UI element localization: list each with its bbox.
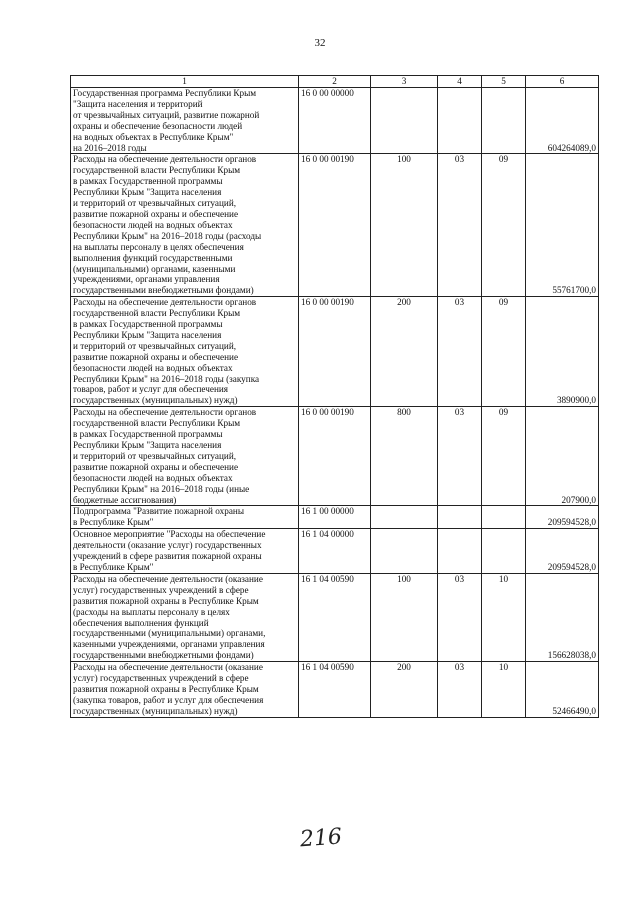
table-row [71, 506, 599, 529]
column-header: 1 [71, 76, 299, 88]
row-name-cell: Подпрограмма "Развитие пожарной охраны в Республике Крым" [71, 506, 299, 529]
subsection-cell: 09 [482, 154, 526, 297]
section-cell: 03 [438, 662, 482, 718]
amount-cell: 3890900,0 [526, 297, 599, 407]
column-header: 3 [371, 76, 438, 88]
expense-kind-cell: 100 [371, 154, 438, 297]
row-name-cell: Расходы на обеспечение деятельности (оказание услуг) государственных учреждений в сфере развития пожарной охраны в Республике Крым (закупка товаров, работ и услуг для обеспечения государственных (муниципальных) нужд) [71, 662, 299, 718]
target-code-cell: 16 0 00 00190 [299, 297, 371, 407]
table-header-row [71, 76, 599, 88]
column-header: 4 [438, 76, 482, 88]
row-name-cell: Основное мероприятие "Расходы на обеспечение деятельности (оказание услуг) государственных учреждений в сфере развития пожарной охраны в Республике Крым" [71, 529, 299, 574]
expense-kind-cell [371, 506, 438, 529]
table-row [71, 88, 599, 154]
section-cell: 03 [438, 573, 482, 661]
column-header: 5 [482, 76, 526, 88]
amount-cell: 209594528,0 [526, 506, 599, 529]
amount-cell: 52466490,0 [526, 662, 599, 718]
handwritten-page-mark: 216 [299, 824, 343, 853]
column-header: 2 [299, 76, 371, 88]
target-code-cell: 16 1 04 00000 [299, 529, 371, 574]
row-name-cell: Расходы на обеспечение деятельности органов государственной власти Республики Крым в рамках Государственной программы Республики Крым "Защита населения и территорий от чрезвычайных ситуаций, развитие пожарной охраны и обеспечение безопасности людей на водных объектах Республики Крым" на 2016–2018 годы (расходы на выплаты персоналу в целях обеспечения выполнения функций государственными (муниципальными) органами, казенными учреждениями, органами управления государственными внебюджетными фондами) [71, 154, 299, 297]
amount-cell: 207900,0 [526, 407, 599, 506]
expense-kind-cell: 100 [371, 573, 438, 661]
expense-kind-cell: 200 [371, 662, 438, 718]
target-code-cell: 16 1 00 00000 [299, 506, 371, 529]
table-row [71, 407, 599, 506]
section-cell: 03 [438, 154, 482, 297]
section-cell: 03 [438, 297, 482, 407]
table-row [71, 154, 599, 297]
subsection-cell: 10 [482, 662, 526, 718]
expense-kind-cell: 800 [371, 407, 438, 506]
subsection-cell: 10 [482, 573, 526, 661]
page-number: 32 [314, 37, 326, 49]
amount-cell: 209594528,0 [526, 529, 599, 574]
table-row [71, 297, 599, 407]
subsection-cell [482, 88, 526, 154]
target-code-cell: 16 1 04 00590 [299, 662, 371, 718]
expense-kind-cell: 200 [371, 297, 438, 407]
row-name-cell: Расходы на обеспечение деятельности органов государственной власти Республики Крым в рамках Государственной программы Республики Крым "Защита населения и территорий от чрезвычайных ситуаций, развитие пожарной охраны и обеспечение безопасности людей на водных объектах Республики Крым" на 2016–2018 годы (закупка товаров, работ и услуг для обеспечения государственных (муниципальных) нужд) [71, 297, 299, 407]
expense-kind-cell [371, 88, 438, 154]
row-name-cell: Расходы на обеспечение деятельности органов государственной власти Республики Крым в рамках Государственной программы Республики Крым "Защита населения и территорий от чрезвычайных ситуаций, развитие пожарной охраны и обеспечение безопасности людей на водных объектах Республики Крым" на 2016–2018 годы (иные бюджетные ассигнования) [71, 407, 299, 506]
subsection-cell: 09 [482, 297, 526, 407]
amount-cell: 55761700,0 [526, 154, 599, 297]
expense-kind-cell [371, 529, 438, 574]
amount-cell: 604264089,0 [526, 88, 599, 154]
table-row [71, 573, 599, 661]
subsection-cell: 09 [482, 407, 526, 506]
table-row [71, 529, 599, 574]
section-cell [438, 506, 482, 529]
subsection-cell [482, 529, 526, 574]
subsection-cell [482, 506, 526, 529]
section-cell [438, 88, 482, 154]
table-row [71, 662, 599, 718]
section-cell: 03 [438, 407, 482, 506]
budget-table [70, 75, 599, 718]
target-code-cell: 16 1 04 00590 [299, 573, 371, 661]
target-code-cell: 16 0 00 00000 [299, 88, 371, 154]
target-code-cell: 16 0 00 00190 [299, 154, 371, 297]
column-header: 6 [526, 76, 599, 88]
target-code-cell: 16 0 00 00190 [299, 407, 371, 506]
row-name-cell: Расходы на обеспечение деятельности (оказание услуг) государственных учреждений в сфере развития пожарной охраны в Республике Крым (расходы на выплаты персоналу в целях обеспечения выполнения функций государственными (муниципальными) органами, казенными учреждениями, органами управления государственными внебюджетными фондами) [71, 573, 299, 661]
amount-cell: 156628038,0 [526, 573, 599, 661]
row-name-cell: Государственная программа Республики Крым "Защита населения и территорий от чрезвычайных ситуаций, развитие пожарной охраны и обеспечение безопасности людей на водных объектах в Республике Крым" на 2016–2018 годы [71, 88, 299, 154]
section-cell [438, 529, 482, 574]
